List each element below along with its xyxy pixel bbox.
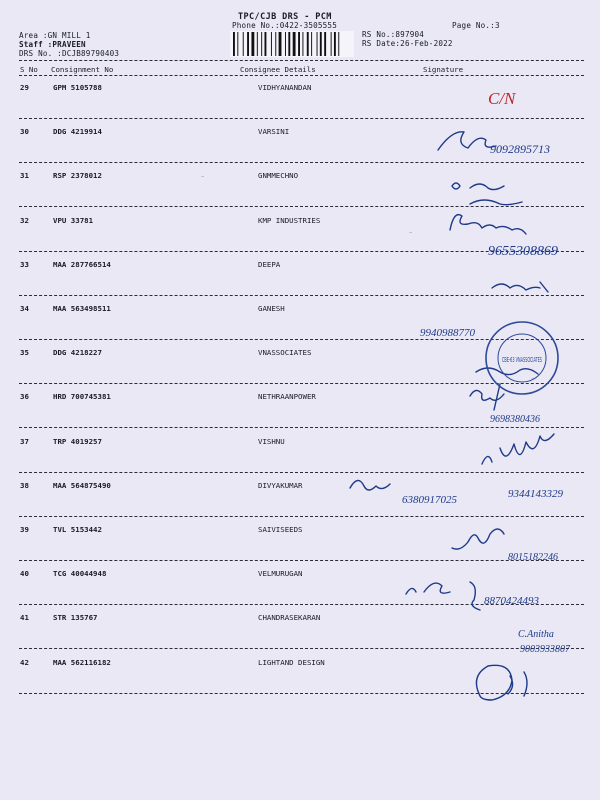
handwritten-phone-38: 6380917025 <box>402 494 457 506</box>
signature-33 <box>492 282 548 292</box>
handwritten-phone-38b: 9344143329 <box>508 488 563 500</box>
barcode-bar <box>311 32 312 56</box>
barcode-bar <box>257 32 258 56</box>
row-consignee-name: VNASSOCIATES <box>258 348 312 358</box>
handwritten-phone-39: 8015182246 <box>508 552 558 563</box>
row-consignee-name: VELMURUGAN <box>258 569 303 579</box>
row-sno: 40 <box>20 569 29 579</box>
barcode-bar <box>288 32 290 56</box>
row-consignee-name: SAIVISEEDS <box>258 525 303 534</box>
drs-number: DRS No. :DCJB89790403 <box>19 49 120 58</box>
stamp-text: CBE-63 VNASSOCIATES <box>502 356 543 364</box>
sheet-title: TPC/CJB DRS - PCM <box>238 12 332 22</box>
row-sno: 30 <box>20 127 29 137</box>
row-sno: 33 <box>20 259 29 269</box>
rs-number: RS No.:897904 <box>362 30 425 39</box>
col-head-consignment: Consignment No <box>51 65 114 74</box>
row-sno: 35 <box>20 348 29 358</box>
handwritten-phone-30: 9092895713 <box>490 142 550 156</box>
signature-37 <box>482 434 554 464</box>
row-consignment-no: RSP 2378012 <box>53 171 102 181</box>
row-consignment-no: TVL 5153442 <box>53 525 102 534</box>
col-head-consignee: Consignee Details <box>240 65 316 74</box>
barcode-bar <box>298 32 300 56</box>
row-consignee-name: VIDHYANANDAN <box>258 83 312 92</box>
signature-42 <box>476 665 527 700</box>
barcode-bar <box>307 32 309 56</box>
signature-35 <box>476 368 538 375</box>
stray-mark: ˘ <box>200 176 206 186</box>
row-divider <box>19 251 584 252</box>
row-consignee-name: KMP INDUSTRIES <box>258 215 321 225</box>
rs-date: RS Date:26-Feb-2022 <box>362 39 453 48</box>
col-head-signature: Signature <box>423 65 464 74</box>
signature-36 <box>470 384 504 410</box>
handwritten-phone-32: 9655308869 <box>488 244 558 259</box>
barcode-bar <box>338 32 339 56</box>
row-consignee-name: VISHNU <box>258 436 285 446</box>
handwritten-phone-41: 9003933807 <box>520 644 570 655</box>
barcode-bar <box>302 32 303 56</box>
row-consignment-no: TRP 4019257 <box>53 436 102 446</box>
barcode-bar <box>275 32 276 56</box>
row-sno: 36 <box>20 392 29 402</box>
row-consignment-no: STR 135767 <box>53 613 98 623</box>
handwritten-name-41: C.Anitha <box>518 629 554 640</box>
row-sno: 34 <box>20 304 29 313</box>
barcode-bar <box>331 32 332 56</box>
row-sno: 29 <box>20 83 29 92</box>
barcode-bar <box>237 32 238 56</box>
barcode-bar <box>271 32 272 56</box>
row-sno: 37 <box>20 436 29 446</box>
row-divider <box>19 162 584 163</box>
barcode-bar <box>251 32 254 56</box>
row-divider <box>19 295 584 296</box>
row-sno: 31 <box>20 171 29 181</box>
row-divider <box>19 206 584 207</box>
row-consignee-name: GNMMECHNO <box>258 171 299 181</box>
row-consignee-name: DEEPA <box>258 259 281 269</box>
area-label: Area :GN MILL 1 <box>19 31 91 40</box>
row-consignment-no: DDG 4218227 <box>53 348 102 358</box>
row-divider <box>19 427 584 428</box>
handwritten-phone-40: 8870424493 <box>484 595 539 607</box>
barcode-bar <box>247 32 249 56</box>
row-divider <box>19 560 584 561</box>
row-divider <box>19 383 584 384</box>
row-consignment-no: HRD 700745381 <box>53 392 111 402</box>
row-consignment-no: MAA 564875490 <box>53 480 111 490</box>
signature-40 <box>406 582 480 610</box>
row-consignment-no: DDG 4219914 <box>53 127 102 137</box>
handwritten-phone-34: 9940988770 <box>420 327 475 339</box>
row-consignee-name: LIGHTAND DESIGN <box>258 657 325 667</box>
barcode-bar <box>279 32 282 56</box>
row-consignee-name: GANESH <box>258 304 285 313</box>
row-divider <box>19 693 584 694</box>
handwritten-phone-36: 9698380436 <box>490 414 540 425</box>
row-consignment-no: TCG 40044948 <box>53 569 107 579</box>
stray-mark: ˘ <box>530 378 536 388</box>
row-consignment-no: MAA 287766514 <box>53 259 111 269</box>
row-consignee-name: DIVYAKUMAR <box>258 480 303 490</box>
row-consignment-no: VPU 33781 <box>53 215 94 225</box>
barcode-bar <box>324 32 326 56</box>
signature-38 <box>350 480 390 490</box>
row-sno: 41 <box>20 613 29 623</box>
barcode-bar <box>317 32 318 56</box>
phone-number: Phone No.:0422-3505555 <box>232 21 337 30</box>
barcode-bar <box>265 32 267 56</box>
staff-label: Staff :PRAVEEN <box>19 40 86 49</box>
handwritten-cn-29: C/N <box>488 89 516 108</box>
row-sno: 39 <box>20 525 29 534</box>
barcode-bar <box>243 32 244 56</box>
row-consignment-no: MAA 563498511 <box>53 304 111 313</box>
row-divider <box>19 339 584 340</box>
row-consignee-name: CHANDRASEKARAN <box>258 613 321 623</box>
signature-30 <box>438 132 496 150</box>
header-rule-bottom <box>19 75 584 76</box>
col-head-sno: S No <box>20 65 38 74</box>
page-number: Page No.:3 <box>452 21 500 30</box>
barcode-bar <box>320 32 322 56</box>
row-divider <box>19 516 584 517</box>
row-consignee-name: VARSINI <box>258 127 290 137</box>
signature-31 <box>452 183 522 205</box>
row-sno: 32 <box>20 215 29 225</box>
row-divider <box>19 604 584 605</box>
row-divider <box>19 472 584 473</box>
row-consignment-no: GPM 5105788 <box>53 83 102 92</box>
barcode-bar <box>285 32 286 56</box>
signature-32 <box>450 215 526 234</box>
row-divider <box>19 648 584 649</box>
barcode-bar <box>261 32 262 56</box>
row-divider <box>19 118 584 119</box>
stray-mark: ˘ <box>408 232 414 242</box>
barcode-bar <box>334 32 336 56</box>
barcode-bar <box>293 32 296 56</box>
row-sno: 42 <box>20 657 29 667</box>
row-sno: 38 <box>20 480 29 490</box>
signature-39 <box>452 529 504 549</box>
barcode-bar <box>233 32 235 56</box>
barcode-image <box>230 31 354 57</box>
header-rule-top <box>19 60 584 61</box>
row-consignment-no: MAA 562116182 <box>53 657 111 667</box>
row-consignee-name: NETHRAANPOWER <box>258 392 316 402</box>
